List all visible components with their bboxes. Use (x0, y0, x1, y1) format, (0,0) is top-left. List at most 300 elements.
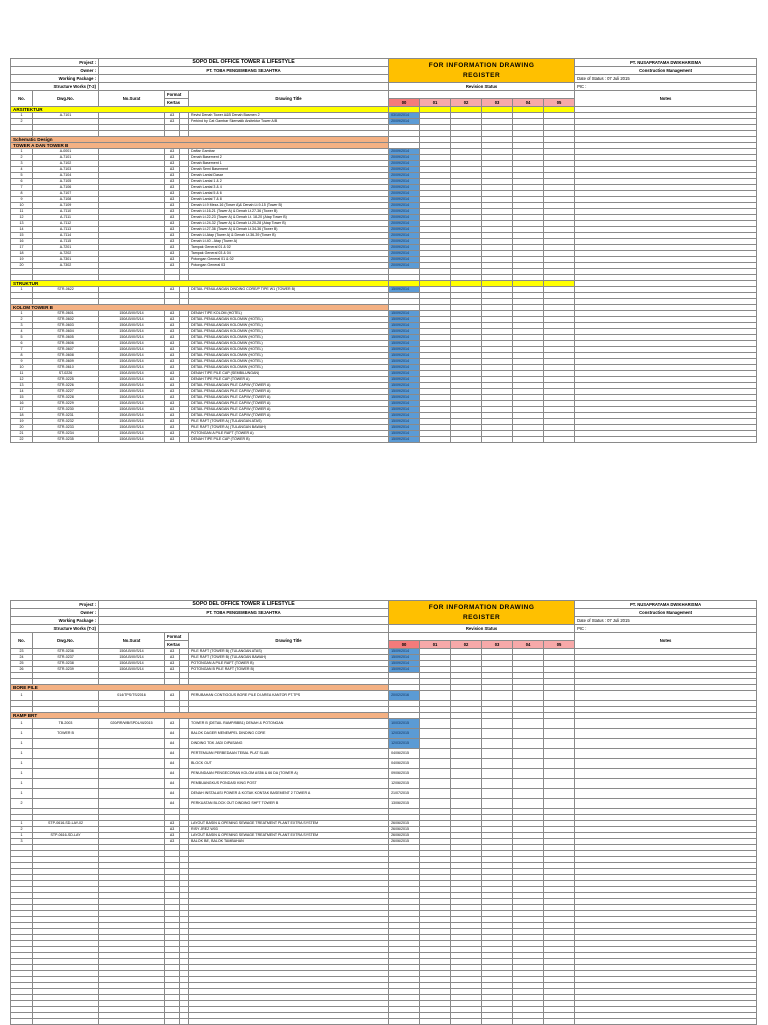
row-no-surat: 150/LB/IX/S/14 (99, 655, 165, 661)
row-dwg-no: STR-0237 (33, 655, 99, 661)
row-rev-00-date: 15/09/2014 (389, 401, 420, 407)
row-notes (575, 769, 757, 779)
table-row[interactable] (11, 779, 757, 789)
row-format: A3 (165, 191, 180, 197)
row-drawing-title: Denah Semi Basement (189, 167, 389, 173)
table-row[interactable] (11, 691, 757, 701)
row-dwg-no: STR-0604 (33, 329, 99, 335)
row-format: A3 (165, 655, 180, 661)
row-drawing-title: PILE RAFT (TOWER A) (TULANGAN BAWAH) (189, 425, 389, 431)
row-rev-00-date: 20/09/2014 (389, 155, 420, 161)
row-rev-00-date: 26/06/2015 (389, 827, 420, 833)
row-format: A3 (165, 173, 180, 179)
row-rev-00-date: 15/09/2014 (389, 329, 420, 335)
row-no-surat: 150/LB/IX/S/14 (99, 365, 165, 371)
row-drawing-title: PEMBUANGKUS PONDASI KING POST (189, 779, 389, 789)
row-format: A3 (165, 413, 180, 419)
row-rev-00-date: 15/09/2014 (389, 341, 420, 347)
project-label: Project : (11, 601, 99, 609)
table-row[interactable] (11, 749, 757, 759)
row-drawing-title: PILE RAFT (TOWER B) (TULANGAN ATAS) (189, 649, 389, 655)
row-drawing-title: Denah Lt.24-32 (Tower A) & Denah Lt.20-28 (Atap Tower B) (189, 221, 389, 227)
row-rev-00-date: 10/03/2015 (389, 719, 420, 729)
row-format: A3 (165, 179, 180, 185)
section-title: STRUKTUR (11, 281, 389, 287)
row-no-surat: 150/LB/IX/S/14 (99, 431, 165, 437)
row-dwg-no (33, 789, 99, 799)
row-drawing-title: Tampak General 01 & 02 (189, 245, 389, 251)
row-dwg-no: STR-0607 (33, 347, 99, 353)
row-format: A3 (165, 149, 180, 155)
row-format: A3 (165, 431, 180, 437)
row-format: A3 (165, 401, 180, 407)
row-dwg-no (33, 749, 99, 759)
row-drawing-title: Potongan General 01 & 02 (189, 257, 389, 263)
row-no-surat: 150/LB/IX/S/14 (99, 419, 165, 425)
row-no: 2 (11, 119, 33, 125)
col-rev-01: 01 (420, 641, 451, 649)
row-no: 2 (11, 799, 33, 809)
row-no: 3 (11, 161, 33, 167)
row-no-surat: 150/LB/IX/S/14 (99, 401, 165, 407)
row-rev-00-date: 15/09/2014 (389, 383, 420, 389)
row-no-surat: 150/LB/IX/S/14 (99, 389, 165, 395)
row-rev-00-date: 15/09/2014 (389, 323, 420, 329)
row-no: 10 (11, 365, 33, 371)
row-dwg-no: STR-0232 (33, 419, 99, 425)
register-title (389, 59, 575, 83)
row-no-surat (99, 759, 165, 769)
row-drawing-title: LAYOUT BASIN & OPENING SEWAGE TREATMENT PLANT EXTRA SYSTEM (189, 833, 389, 839)
row-no: 1 (11, 113, 33, 119)
row-dwg-no: STR-0602 (33, 317, 99, 323)
row-no: 6 (11, 341, 33, 347)
row-no-surat: 150/LB/IX/S/14 (99, 437, 165, 443)
row-format: A4 (165, 779, 180, 789)
row-drawing-title: Ferkind by Cat Gambar Skematik Arsitektur Tower A/B (189, 119, 389, 125)
row-no-surat: 150/LB/IX/S/14 (99, 323, 165, 329)
row-no: 15 (11, 395, 33, 401)
table-row[interactable] (11, 769, 757, 779)
row-drawing-title: Denah Lt.40 - Atap (Tower A) (189, 239, 389, 245)
row-no: 9 (11, 197, 33, 203)
row-drawing-title: LAYOUT BASIN & OPENING SEWAGE TREATMENT PLANT EXTRA SYSTEM (189, 821, 389, 827)
row-rev-00-date: 15/09/2014 (389, 311, 420, 317)
register-sheet-2 (10, 600, 756, 1025)
row-dwg-no: STR-0605 (33, 335, 99, 341)
row-drawing-title: DETAIL PENULANGAN DINDING CORE/P TIPE W1 (TOWER B) (189, 287, 389, 293)
project-name: SOPO DEL OFFICE TOWER & LIFESTYLE (99, 59, 389, 67)
owner-label: Owner : (11, 609, 99, 617)
row-no: 1 (11, 691, 33, 701)
row-no: 1 (11, 821, 33, 827)
row-no: 16 (11, 239, 33, 245)
row-dwg-no: STR-0233 (33, 425, 99, 431)
row-rev-00-date: 15/09/2014 (389, 413, 420, 419)
row-no: 4 (11, 329, 33, 335)
row-rev-00-date: 20/09/2014 (389, 197, 420, 203)
row-drawing-title: POTONGAN A PILE RAFT (TOWER A) (189, 431, 389, 437)
register-table (10, 600, 757, 1025)
row-rev-00-date: 20/09/2014 (389, 167, 420, 173)
row-format: A3 (165, 233, 180, 239)
row-no-surat: 150/LB/IX/S/14 (99, 329, 165, 335)
register-title-line-2: REGISTER (462, 71, 501, 79)
company-role: Construction Management (575, 67, 757, 75)
row-no: 26 (11, 667, 33, 673)
row-no: 1 (11, 759, 33, 769)
row-drawing-title: DETAIL PENULANGAN KOLOM/W (HOTEL) (189, 323, 389, 329)
row-format: A3 (165, 389, 180, 395)
row-dwg-no: STP-0616-SD-LAY (33, 833, 99, 839)
owner-name: PT. TOBA PENGEMBANG SEJAHTRA (99, 609, 389, 617)
row-notes (575, 759, 757, 769)
row-dwg-no: STR-0608 (33, 353, 99, 359)
row-drawing-title: DETAIL PENULANGAN PILE CAP/W (TOWER A) (189, 407, 389, 413)
table-row[interactable] (11, 719, 757, 729)
row-rev-00-date: 20/09/2014 (389, 119, 420, 125)
row-drawing-title: Denah Lt.9 Mezz-16 (Tower A)& Denah Lt.9-15 (Tower B) (189, 203, 389, 209)
row-no: 1 (11, 739, 33, 749)
row-dwg-no: TB-2003 (33, 719, 99, 729)
row-format: A3 (165, 221, 180, 227)
row-no: 3 (11, 839, 33, 845)
row-rev-00-date: 12/03/2015 (389, 729, 420, 739)
company-role: Construction Management (575, 609, 757, 617)
row-rev-00-date: 15/09/2014 (389, 377, 420, 383)
row-rev-00-date: 04/06/2015 (389, 749, 420, 759)
row-no: 1 (11, 769, 33, 779)
row-drawing-title: DETAIL PENULANGAN PILE CAP/W (TOWER A) (189, 401, 389, 407)
col-format: Format (165, 91, 189, 99)
row-no: 19 (11, 257, 33, 263)
row-dwg-no (33, 779, 99, 789)
row-rev-00-date: 15/09/2014 (389, 389, 420, 395)
row-format: A3 (165, 185, 180, 191)
row-no: 14 (11, 227, 33, 233)
row-dwg-no: STR-0610 (33, 365, 99, 371)
row-rev-00-date: 15/09/2014 (389, 437, 420, 443)
row-drawing-title: Denah Lt.16-21 (Tower A) & Denah Lt.27-36 (Tower B) (189, 209, 389, 215)
row-dwg-no: STR-0606 (33, 341, 99, 347)
row-format: A3 (165, 161, 180, 167)
row-no: 1 (11, 749, 33, 759)
row-format: A4 (165, 749, 180, 759)
row-rev-00-date: 20/02/2016 (389, 691, 420, 701)
table-row[interactable] (11, 799, 757, 809)
row-format: A3 (165, 347, 180, 353)
row-format: A4 (165, 769, 180, 779)
row-notes (575, 799, 757, 809)
row-dwg-no: A-7111 (33, 215, 99, 221)
row-drawing-title: BLOCK OUT (189, 759, 389, 769)
row-format: A3 (165, 287, 180, 293)
row-format: A4 (165, 729, 180, 739)
row-no-surat (99, 799, 165, 809)
row-rev-00-date: 20/09/2014 (389, 191, 420, 197)
row-no: 7 (11, 185, 33, 191)
row-dwg-no: ST-0226 (33, 371, 99, 377)
row-format: A3 (165, 227, 180, 233)
row-format: A3 (165, 437, 180, 443)
col-notes: Notes (575, 91, 757, 107)
row-rev-00-date: 15/09/2014 (389, 407, 420, 413)
col-no-surat: No.Surat (99, 633, 165, 649)
col-dwg-no: Dwg.No. (33, 91, 99, 107)
row-notes (575, 437, 757, 443)
row-rev-00-date: 20/09/2014 (389, 215, 420, 221)
row-dwg-no: A-7101 (33, 113, 99, 119)
row-drawing-title: DENAH TIPE PILE CAP (SEMBILUNGAN) (189, 371, 389, 377)
row-no-surat: 020/RR/WB/SPDL/III/2015 (99, 719, 165, 729)
row-rev-00-date: 12/03/2015 (389, 739, 420, 749)
row-format: A3 (165, 661, 180, 667)
row-format: A3 (165, 239, 180, 245)
row-notes (575, 739, 757, 749)
row-format: A3 (165, 329, 180, 335)
row-notes (575, 719, 757, 729)
pic-label: PIC : (575, 83, 757, 91)
row-no: 12 (11, 215, 33, 221)
row-rev-00-date: 20/09/2014 (389, 203, 420, 209)
row-format: A3 (165, 395, 180, 401)
row-rev-00-date: 15/09/2014 (389, 335, 420, 341)
row-format: A3 (165, 197, 180, 203)
row-dwg-no (33, 769, 99, 779)
row-format: A3 (165, 377, 180, 383)
row-no-surat: 150/LB/IX/S/14 (99, 649, 165, 655)
date-of-status: Date of Status : 07 Juli 2015 (575, 75, 757, 83)
row-no: 3 (11, 323, 33, 329)
col-rev-00: 00 (389, 99, 420, 107)
row-no: 2 (11, 155, 33, 161)
row-drawing-title: POTONGAN A PILE RAFT (TOWER B) (189, 661, 389, 667)
col-rev-05: 05 (544, 99, 575, 107)
row-drawing-title: DETAIL PENULANGAN KOLOM/W (HOTEL) (189, 335, 389, 341)
row-dwg-no: A-7102 (33, 161, 99, 167)
row-drawing-title: DENAH INSTALASI POWER & KOTAK KONTAK BASEMENT 2 TOWER A (189, 789, 389, 799)
row-no: 6 (11, 179, 33, 185)
table-row[interactable] (11, 789, 757, 799)
row-dwg-no: STR-0231 (33, 413, 99, 419)
row-drawing-title: DETAIL PENULANGAN KOLOM/W (HOTEL) (189, 359, 389, 365)
row-dwg-no: STR-0225 (33, 377, 99, 383)
row-rev-00-date: 20/09/2014 (389, 149, 420, 155)
row-dwg-no: A-7104 (33, 173, 99, 179)
row-no: 11 (11, 371, 33, 377)
row-format: A3 (165, 833, 180, 839)
col-rev-00: 00 (389, 641, 420, 649)
row-rev-00-date: 15/09/2014 (389, 287, 420, 293)
date-of-status: Date of Status : 07 Juli 2015 (575, 617, 757, 625)
row-no: 22 (11, 437, 33, 443)
row-format: A3 (165, 335, 180, 341)
row-drawing-title: DENAH TIPE PILE CAP (TOWER A) (189, 377, 389, 383)
row-dwg-no (33, 739, 99, 749)
row-no-surat: 150/LB/IX/S/14 (99, 407, 165, 413)
row-drawing-title: Tampak General 03 & 04 (189, 251, 389, 257)
row-no: 1 (11, 833, 33, 839)
col-rev-04: 04 (513, 641, 544, 649)
row-no: 18 (11, 413, 33, 419)
row-notes (575, 749, 757, 759)
row-rev-00-date: 03/10/2014 (389, 113, 420, 119)
section-title: KOLOM TOWER B (11, 305, 389, 311)
row-no: 17 (11, 407, 33, 413)
row-rev-00-date: 15/09/2014 (389, 395, 420, 401)
col-no: No. (11, 91, 33, 107)
row-dwg-no: A-7101 (33, 155, 99, 161)
row-format: A3 (165, 251, 180, 257)
row-dwg-no: A-7113 (33, 227, 99, 233)
row-format: A3 (165, 383, 180, 389)
row-format: A4 (165, 789, 180, 799)
company-name: PT. NUSAPRATAMA DWIKHARISMA (575, 59, 757, 67)
row-drawing-title: BALOK B8', BALOK TAMBAHAN (189, 839, 389, 845)
row-no: 7 (11, 347, 33, 353)
register-title (389, 601, 575, 625)
row-dwg-no: STR-0239 (33, 667, 99, 673)
row-drawing-title: DETAIL PENULANGAN PILE CAP/W (TOWER A) (189, 383, 389, 389)
row-no: 1 (11, 789, 33, 799)
revision-status-label: Revision Status (389, 625, 575, 633)
row-dwg-no (33, 691, 99, 701)
table-row[interactable] (11, 739, 757, 749)
row-no-surat (99, 769, 165, 779)
row-dwg-no: A-7109 (33, 203, 99, 209)
row-no: 9 (11, 359, 33, 365)
row-no: 1 (11, 719, 33, 729)
row-no: 24 (11, 655, 33, 661)
row-drawing-title: DETAIL PENULANGAN PILE CAP/W (TOWER A) (189, 389, 389, 395)
row-dwg-no (33, 799, 99, 809)
row-rev-00-date: 20/09/2014 (389, 239, 420, 245)
row-rev-00-date: 20/09/2014 (389, 227, 420, 233)
row-format: A3 (165, 425, 180, 431)
row-drawing-title: DENAH TIPE KOLOM (HOTEL) (189, 311, 389, 317)
row-format: A3 (165, 215, 180, 221)
row-rev-00-date: 15/09/2014 (389, 419, 420, 425)
row-rev-00-date: 20/09/2014 (389, 263, 420, 269)
row-no-surat: 150/LB/IX/S/14 (99, 395, 165, 401)
row-rev-00-date: 20/09/2014 (389, 221, 420, 227)
row-dwg-no: STR-0601 (33, 311, 99, 317)
row-no-surat: 014/TPS/TS/2016 (99, 691, 165, 701)
row-drawing-title: DETAIL PENULANGAN PILE CAP/W (TOWER A) (189, 413, 389, 419)
subsection-title: TOWER A DAN TOWER B (11, 143, 389, 149)
row-dwg-no: STR-0227 (33, 389, 99, 395)
row-notes (575, 691, 757, 701)
row-drawing-title: DETAIL PENULANGAN KOLOM/W (HOTEL) (189, 353, 389, 359)
row-drawing-title: PERUBAHAN CONTIGOUS BORE PILE DI AREA KANTOR PT.TPS (189, 691, 389, 701)
row-rev-00-date: 20/09/2014 (389, 173, 420, 179)
row-drawing-title: DETAIL PENULANGAN KOLOM/W (HOTEL) (189, 341, 389, 347)
row-rev-00-date: 20/09/2014 (389, 245, 420, 251)
row-no: 10 (11, 203, 33, 209)
row-rev-00-date: 15/09/2014 (389, 347, 420, 353)
row-format: A3 (165, 119, 180, 125)
table-row[interactable] (11, 759, 757, 769)
row-format: A3 (165, 365, 180, 371)
row-rev-00-date: 15/09/2014 (389, 359, 420, 365)
row-rev-00-date: 15/09/2014 (389, 353, 420, 359)
row-dwg-no: STR-0603 (33, 323, 99, 329)
row-dwg-no: A-7302 (33, 263, 99, 269)
col-dwg-no: Dwg.No. (33, 633, 99, 649)
row-format: A3 (165, 245, 180, 251)
row-no: 20 (11, 425, 33, 431)
row-no: 1 (11, 149, 33, 155)
row-no: 8 (11, 191, 33, 197)
register-sheet-1 (10, 58, 756, 443)
row-drawing-title: DETAIL PENULANGAN KOLOM/W (HOTEL) (189, 329, 389, 335)
register-title-line-2: REGISTER (462, 613, 501, 621)
row-rev-00-date: 20/09/2014 (389, 179, 420, 185)
section-title: Schematic Design (11, 137, 389, 143)
table-row[interactable] (11, 729, 757, 739)
revision-status-label: Revision Status (389, 83, 575, 91)
row-drawing-title: RISY JREZ W03 (189, 827, 389, 833)
section-title: RAMP BRT (11, 713, 389, 719)
row-rev-00-date: 20/09/2014 (389, 251, 420, 257)
row-no-surat (99, 789, 165, 799)
row-no-surat: 150/LB/IX/S/14 (99, 341, 165, 347)
row-dwg-no: A-7108 (33, 197, 99, 203)
row-notes (575, 789, 757, 799)
row-dwg-no: STR-0609 (33, 359, 99, 365)
col-rev-04: 04 (513, 99, 544, 107)
row-rev-00-date: 26/06/2015 (389, 839, 420, 845)
row-format: A3 (165, 839, 180, 845)
col-rev-01: 01 (420, 99, 451, 107)
row-drawing-title: TOWER B (DETAIL RAMP/BBB1) DENAH & POTONGAN (189, 719, 389, 729)
row-format: A3 (165, 263, 180, 269)
row-drawing-title: Denah Lt.22-23 (Tower A) & Denah Lt. 18-20 (Atap Tower B) (189, 215, 389, 221)
section-title: ARSITEKTUR (11, 107, 389, 113)
col-no: No. (11, 633, 33, 649)
row-rev-00-date: 20/09/2014 (389, 161, 420, 167)
row-drawing-title: DETAIL PENULANGAN PILE CAP/W (TOWER A) (189, 395, 389, 401)
row-no: 15 (11, 233, 33, 239)
row-rev-00-date: 21/07/2015 (389, 789, 420, 799)
project-name: SOPO DEL OFFICE TOWER & LIFESTYLE (99, 601, 389, 609)
row-dwg-no: STR-0236 (33, 649, 99, 655)
col-drawing-title: Drawing Title (189, 633, 389, 649)
row-drawing-title: Denah Lantai 3 & 4 (189, 185, 389, 191)
row-rev-00-date: 15/09/2014 (389, 661, 420, 667)
col-format: Format (165, 633, 189, 641)
row-drawing-title: BALOK DAGER MENEMPEL DINDING CORE (189, 729, 389, 739)
row-dwg-no: A-7103 (33, 167, 99, 173)
row-format: A4 (165, 759, 180, 769)
row-no-surat: 150/LB/IX/S/14 (99, 347, 165, 353)
row-no: 1 (11, 729, 33, 739)
table-row[interactable] (11, 437, 757, 443)
row-no: 5 (11, 173, 33, 179)
row-dwg-no: STR-0228 (33, 395, 99, 401)
register-title-line-1: FOR INFORMATION DRAWING (428, 61, 535, 69)
row-no-surat (99, 729, 165, 739)
row-no: 17 (11, 245, 33, 251)
row-no: 4 (11, 167, 33, 173)
row-drawing-title: Denah Lt.Atap (Tower A) & Denah Lt.36-39 (Tower B) (189, 233, 389, 239)
row-rev-00-date: 20/09/2014 (389, 257, 420, 263)
row-dwg-no: STR-0226 (33, 383, 99, 389)
row-rev-00-date: 15/09/2014 (389, 317, 420, 323)
row-no: 8 (11, 353, 33, 359)
row-format: A3 (165, 341, 180, 347)
row-drawing-title: PILE RAFT (TOWER B) (TULANGAN BAWAH) (189, 655, 389, 661)
